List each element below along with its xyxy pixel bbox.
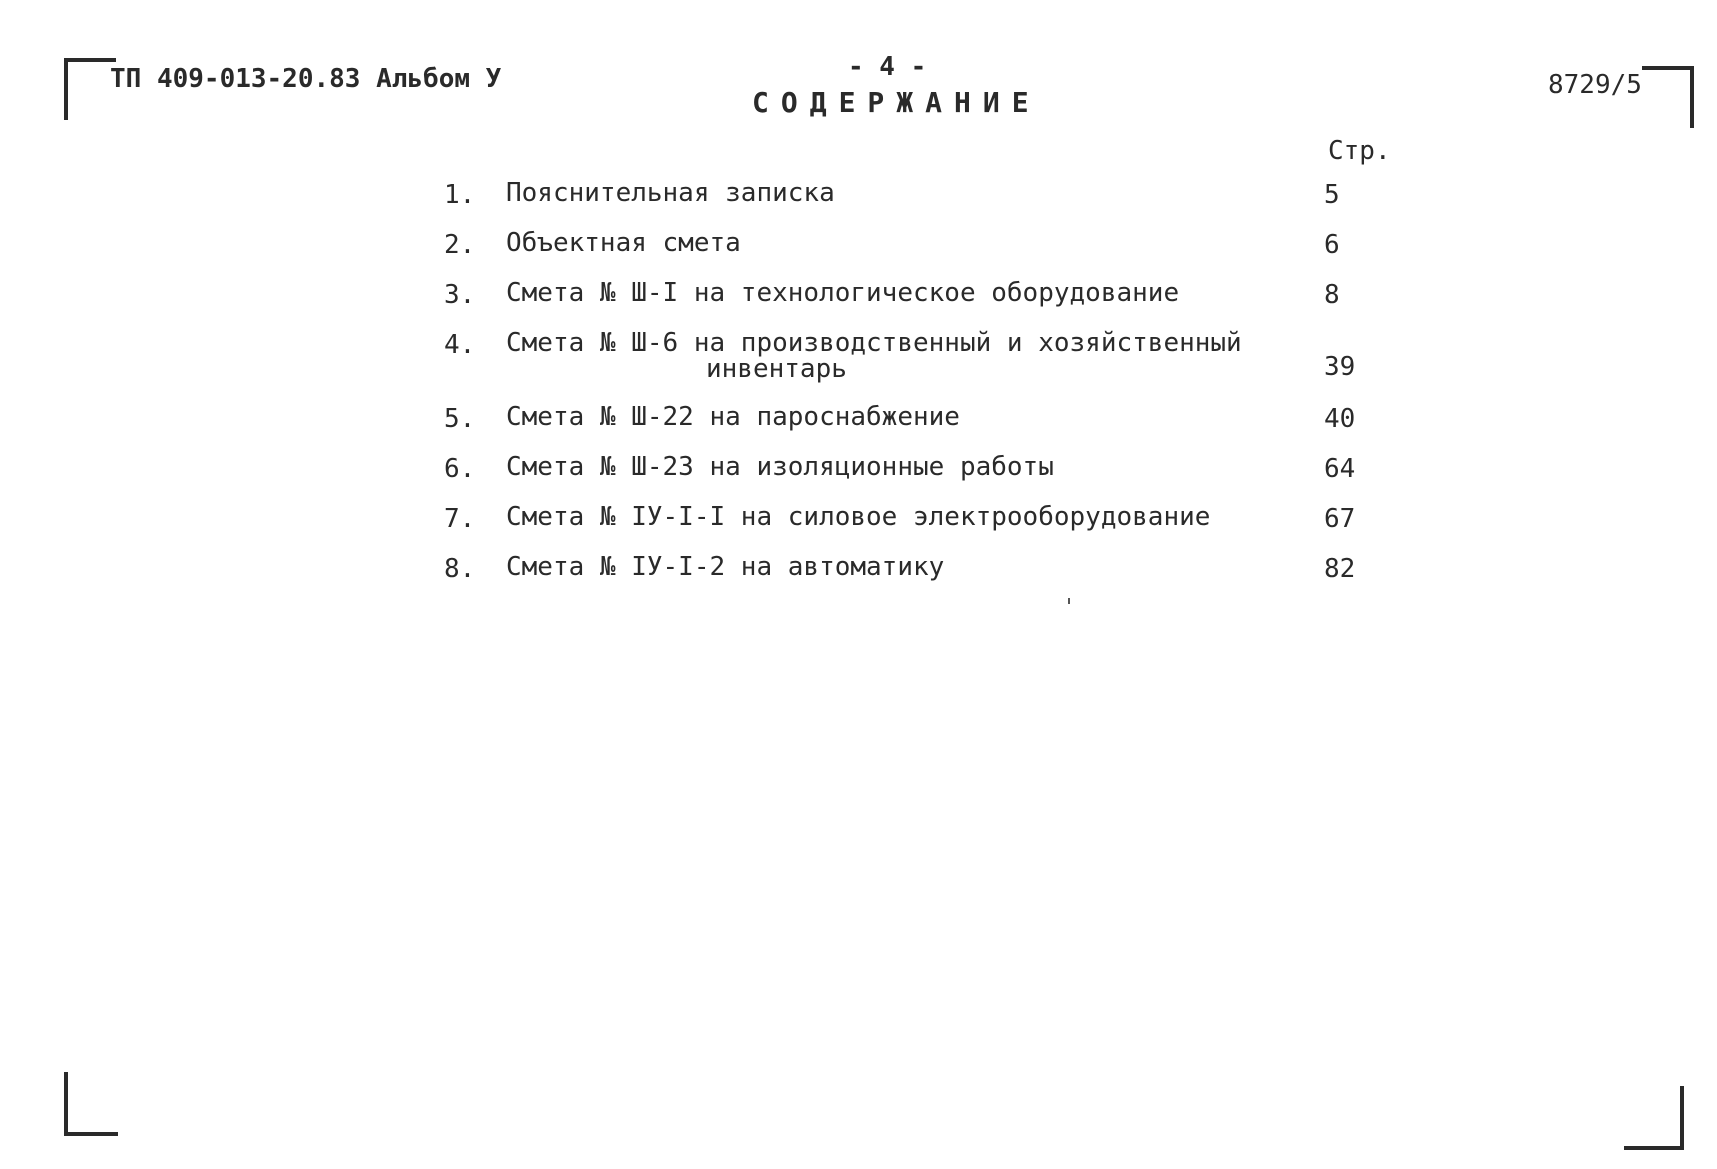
- corner-mark-top-right: [1642, 66, 1694, 128]
- toc-item: [444, 330, 1404, 404]
- toc-item-page: 8: [1324, 280, 1340, 310]
- toc-item-page: 6: [1324, 230, 1340, 260]
- toc-item: [444, 280, 1404, 330]
- toc-item-page: 82: [1324, 554, 1356, 584]
- toc-item-number: 1.: [444, 180, 476, 210]
- corner-mark-bottom-right: [1624, 1086, 1684, 1150]
- toc-item-number: 5.: [444, 404, 476, 434]
- toc-item-number: 8.: [444, 554, 476, 584]
- toc-item-title: Смета № Ш-23 на изоляционные работы: [506, 452, 1054, 482]
- sheet-code: 8729/5: [1548, 70, 1642, 100]
- toc-item-number: 7.: [444, 504, 476, 534]
- toc-item-title: Смета № Ш-22 на пароснабжение: [506, 402, 960, 432]
- toc-item: [444, 554, 1404, 604]
- table-of-contents: [444, 180, 1404, 604]
- toc-item: [444, 504, 1404, 554]
- toc-item-number: 6.: [444, 454, 476, 484]
- toc-item-page: 67: [1324, 504, 1356, 534]
- toc-item: [444, 454, 1404, 504]
- toc-item: [444, 404, 1404, 454]
- toc-item-title-line: Смета № Ш-6 на производственный и хозяйственный: [506, 328, 1242, 358]
- toc-item-number: 3.: [444, 280, 476, 310]
- page-number: - 4 -: [848, 52, 927, 82]
- toc-item-title: Смета № IУ-I-2 на автоматику: [506, 552, 945, 582]
- toc-item-title: Объектная смета: [506, 228, 741, 258]
- page-title: СОДЕРЖАНИЕ: [752, 86, 1041, 119]
- toc-item-page: 40: [1324, 404, 1356, 434]
- toc-item-title: Смета № Ш-I на технологическое оборудование: [506, 278, 1180, 308]
- document-code: ТП 409-013-20.83 Альбом У: [110, 64, 502, 94]
- pages-column-header: Стр.: [1328, 136, 1391, 166]
- toc-item-page: 64: [1324, 454, 1356, 484]
- toc-item: [444, 180, 1404, 230]
- toc-item-number: 2.: [444, 230, 476, 260]
- toc-item-title: [506, 330, 1266, 382]
- corner-mark-top-left: [64, 58, 116, 120]
- toc-item-title: Смета № IУ-I-I на силовое электрооборудование: [506, 502, 1211, 532]
- toc-item: [444, 230, 1404, 280]
- scan-speck: [1068, 598, 1070, 604]
- corner-mark-bottom-left: [64, 1072, 118, 1136]
- toc-item-number: 4.: [444, 330, 476, 360]
- toc-item-title: Пояснительная записка: [506, 178, 835, 208]
- toc-item-page: 39: [1324, 352, 1356, 382]
- toc-item-page: 5: [1324, 180, 1340, 210]
- toc-item-title-continuation: инвентарь: [706, 354, 847, 384]
